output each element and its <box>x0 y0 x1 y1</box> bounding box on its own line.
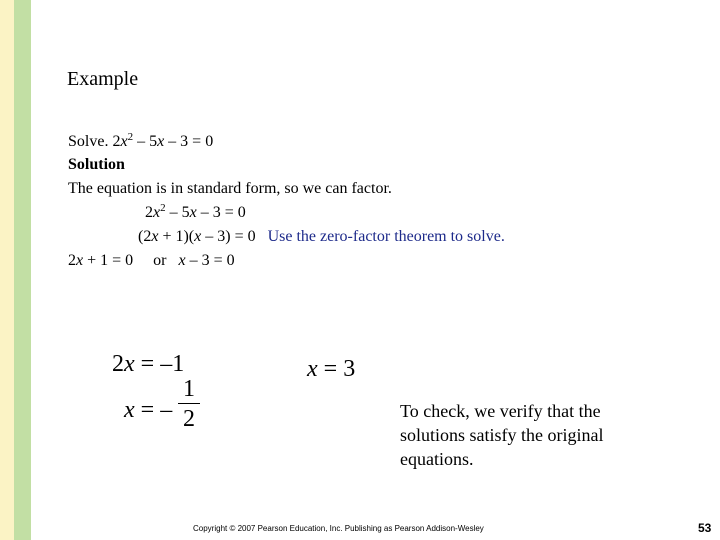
problem-mid: – 5 <box>133 133 158 150</box>
fraction-numerator: 1 <box>183 376 195 402</box>
decorative-stripe-inner <box>14 0 31 540</box>
eq2-var-x: x <box>151 228 159 245</box>
equation-standard-form <box>145 204 246 222</box>
eq2-b: + 1)( <box>158 228 195 245</box>
eq3-c: – 3 = 0 <box>185 252 235 269</box>
eq1-exponent: 2 <box>160 202 166 214</box>
eq2-a: (2 <box>138 228 152 245</box>
solve-step-one <box>112 351 184 378</box>
eq3-a: 2 <box>68 252 76 269</box>
eq2-var-x2: x <box>194 228 202 245</box>
problem-var-x2: x <box>157 133 165 150</box>
fraction-bar <box>178 403 200 404</box>
eq3-var-x: x <box>76 252 84 269</box>
copyright-footer: Copyright © 2007 Pearson Education, Inc. Publishing as Pearson Addison-Wesley <box>193 524 484 533</box>
solve2-post: = – <box>134 397 173 423</box>
eq3-b: + 1 = 0 or <box>83 252 179 269</box>
solution-label: Solution <box>68 156 125 173</box>
solve3-post: = 3 <box>317 356 356 382</box>
fraction-denominator: 2 <box>183 406 195 432</box>
slide-title: Example <box>67 68 139 90</box>
problem-prefix: Solve. 2 <box>68 133 121 150</box>
problem-var-x: x <box>120 133 128 150</box>
problem-exponent: 2 <box>127 131 134 143</box>
eq1-var-x2: x <box>189 204 197 221</box>
solve2-var-x: x <box>124 397 135 423</box>
check-note: To check, we verify that the solutions satisfy the original equations. <box>400 401 604 469</box>
solve1-post: = –1 <box>134 351 185 377</box>
eq1-c: – 3 = 0 <box>196 204 246 221</box>
solve-step-two <box>124 397 172 424</box>
solve-step-three <box>307 356 355 383</box>
problem-end: – 3 = 0 <box>164 133 214 150</box>
problem-statement <box>68 133 213 151</box>
solve3-var-x: x <box>307 356 318 382</box>
solve1-pre: 2 <box>112 351 124 377</box>
solution-intro: The equation is in standard form, so we can factor. <box>68 180 392 197</box>
equation-factored <box>138 228 505 246</box>
equation-split <box>68 252 235 270</box>
decorative-stripe-outer <box>0 0 14 540</box>
page-number: 53 <box>698 521 712 535</box>
eq3-var-x2: x <box>178 252 186 269</box>
eq1-a: 2 <box>145 204 153 221</box>
eq1-var-x: x <box>153 204 161 221</box>
solve1-var-x: x <box>124 351 135 377</box>
eq2-c: – 3) = 0 <box>201 228 256 245</box>
eq1-b: – 5 <box>165 204 190 221</box>
fraction-one-half <box>178 376 200 432</box>
zero-factor-note: Use the zero-factor theorem to solve. <box>267 228 505 245</box>
